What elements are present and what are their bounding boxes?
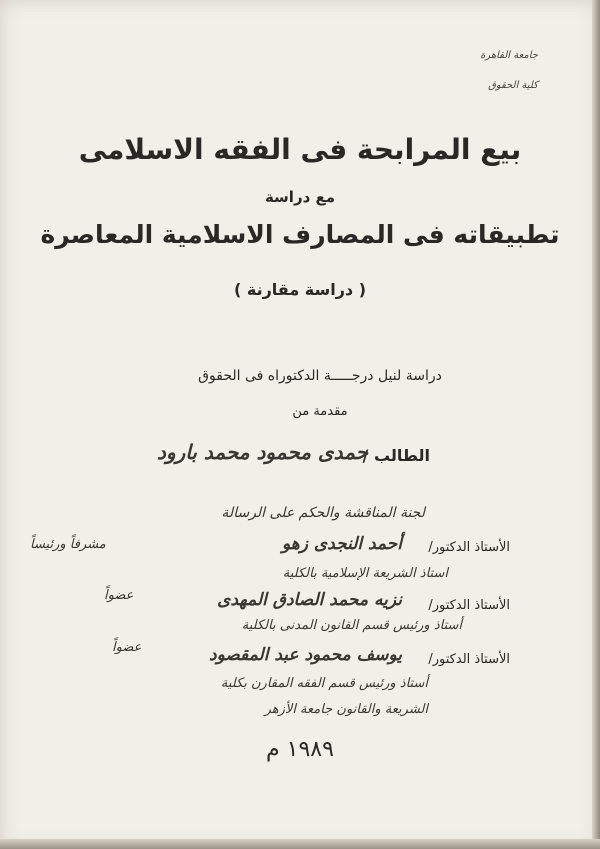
page-edge-bottom [0, 839, 600, 849]
with-study-label: مع دراسة [264, 188, 336, 206]
presented-by-label: مقدمة من [292, 404, 348, 419]
thesis-subtitle: تطبيقاته فى المصارف الاسلامية المعاصرة [40, 220, 560, 249]
student-label: الطالب / [362, 446, 430, 465]
member-3-position-line-1: أستاذ ورئيس قسم الفقه المقارن بكلية [220, 676, 428, 691]
member-1-name: أحمد النجدى زهو [281, 534, 402, 554]
university-stamp: جامعة القاهرة [480, 50, 538, 61]
member-3-title: الأستاذ الدكتور/ [428, 652, 510, 667]
member-1-title: الأستاذ الدكتور/ [428, 540, 510, 555]
comparative-study-label: ( دراسة مقارنة ) [233, 280, 367, 299]
student-name: حمدى محمود محمد بارود [157, 440, 368, 464]
year: ١٩٨٩ م [266, 737, 334, 762]
member-1-role: مشرفاً ورئيساً [30, 537, 106, 552]
thesis-title: بيع المرابحة فى الفقه الاسلامى [78, 133, 522, 166]
degree-statement: دراسة لنيل درجـــــة الدكتوراه فى الحقوق [198, 368, 442, 384]
member-3-role: عضواً [112, 640, 142, 655]
member-2-name: نزيه محمد الصادق المهدى [217, 590, 402, 610]
member-2-position: أستاذ ورئيس قسم القانون المدنى بالكلية [241, 618, 462, 633]
committee-heading: لجنة المناقشة والحكم على الرسالة [221, 505, 425, 521]
page-edge [592, 0, 600, 849]
member-3-position-line-2: الشريعة والقانون جامعة الأزهر [264, 702, 428, 717]
member-1-position: استاذ الشريعة الإسلامية بالكلية [282, 566, 448, 581]
member-2-title: الأستاذ الدكتور/ [428, 598, 510, 613]
faculty-stamp: كلية الحقوق [488, 80, 538, 91]
member-2-role: عضواً [104, 588, 134, 603]
member-3-name: يوسف محمود عبد المقصود [209, 645, 402, 665]
